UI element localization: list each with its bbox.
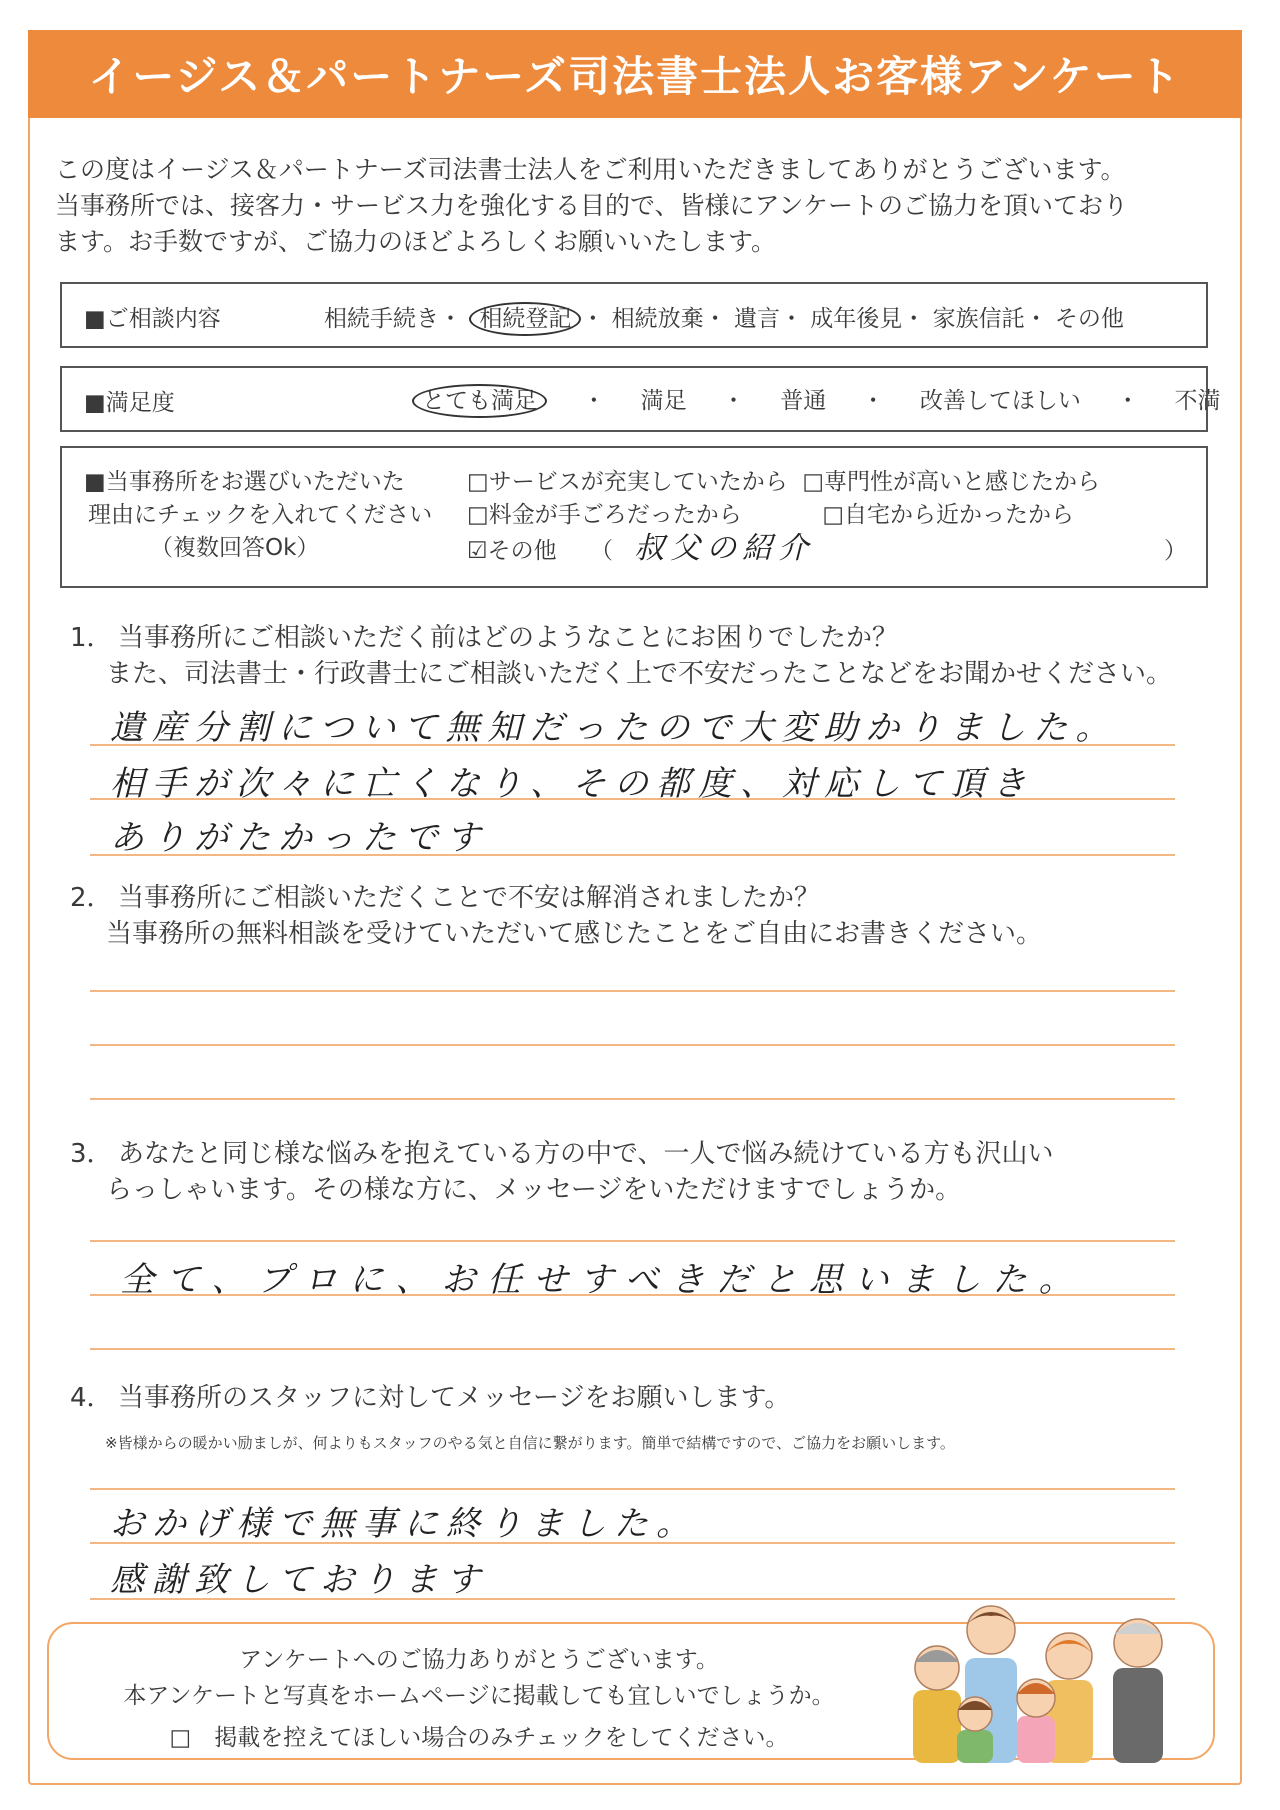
grandma-figure	[913, 1646, 961, 1763]
reason-check-other[interactable]: ☑その他	[467, 538, 557, 564]
q1-answer-line[interactable]: ありがたかったです	[110, 818, 488, 858]
answer-rule	[90, 1348, 1175, 1350]
reason-label-line: ■当事務所をお選びいただいた	[84, 469, 405, 495]
q3-answer-line[interactable]: 全て、プロに、お任せすべきだと思いました。	[120, 1260, 1085, 1300]
question-text: 当事務所にご相談いただく前はどのようなことにお困りでしたか？	[118, 623, 899, 653]
consult-option[interactable]: 相続放棄	[611, 306, 704, 332]
satisfaction-label: ■満足度	[84, 390, 175, 416]
consult-option[interactable]: 家族信託	[932, 306, 1025, 332]
footer-consent-check[interactable]: □ 掲載を控えてほしい場合のみチェックをしてください。	[169, 1725, 789, 1751]
question-text: らっしゃいます。その様な方に、メッセージをいただけますでしょうか。	[106, 1175, 962, 1205]
question-3	[70, 1136, 1250, 1208]
reason-check[interactable]: □料金が手ごろだったから	[467, 502, 742, 528]
satisfaction-options: とても満足 ・ 満足 ・ 普通 ・ 改善してほしい ・ 不満	[412, 382, 1221, 415]
q4-answer-line[interactable]: 感謝致しております	[110, 1560, 488, 1600]
question-text: 当事務所の無料相談を受けていただいて感じたことをご自由にお書きください。	[106, 919, 1043, 949]
consult-option-selected[interactable]: 相続登記	[469, 302, 581, 336]
satisfaction-option[interactable]: 不満	[1174, 388, 1221, 414]
reason-other-answer[interactable]: 叔父の紹介	[634, 531, 815, 566]
reason-label	[84, 466, 432, 565]
question-text: 当事務所にご相談いただくことで不安は解消されましたか？	[118, 883, 821, 913]
intro-line: この度はイージス＆パートナーズ司法書士法人をご利用いただきましてありがとうございます。	[55, 155, 1126, 184]
question-text: また、司法書士・行政書士にご相談いただく上で不安だったことなどをお聞かせください。	[106, 659, 1173, 689]
family-illustration	[905, 1598, 1175, 1768]
survey-title: イージス＆パートナーズ司法書士法人お客様アンケート	[88, 52, 1182, 101]
reason-check[interactable]: □専門性が高いと感じたから	[802, 469, 1101, 495]
question-number: 2．	[70, 883, 113, 913]
consult-options: 相続手続き・ 相続登記 ・ 相続放棄・ 遺言・ 成年後見・ 家族信託・ その他	[324, 300, 1124, 333]
answer-rule	[90, 1098, 1175, 1100]
question-number: 3．	[70, 1139, 113, 1169]
q4-answer-line[interactable]: おかげ様で無事に終りました。	[110, 1504, 698, 1544]
reason-label-line: （複数回答Ok）	[150, 535, 320, 561]
answer-rule	[90, 990, 1175, 992]
question-1	[70, 620, 1250, 692]
reason-check[interactable]: □サービスが充実していたから	[467, 469, 788, 495]
consult-label: ■ご相談内容	[84, 306, 221, 332]
question-text: 当事務所のスタッフに対してメッセージをお願いします。	[118, 1383, 791, 1413]
satisfaction-option[interactable]: 改善してほしい	[919, 388, 1081, 414]
question-text: あなたと同じ様な悩みを抱えている方の中で、一人で悩み続けている方も沢山い	[118, 1139, 1054, 1169]
footer-line: 本アンケートと写真をホームページに掲載しても宜しいでしょうか。	[123, 1683, 835, 1709]
other-open-paren: （	[589, 538, 613, 564]
answer-rule	[90, 1488, 1175, 1490]
survey-header	[28, 30, 1242, 118]
intro-text	[55, 152, 1235, 260]
question-4	[70, 1380, 1250, 1416]
footer-line: アンケートへのご協力ありがとうございます。	[239, 1647, 719, 1673]
consult-option[interactable]: 相続手続き	[324, 306, 439, 332]
other-close-paren: ）	[1164, 538, 1187, 564]
question-number: 4．	[70, 1383, 113, 1413]
reason-checks	[467, 466, 1100, 568]
reason-check[interactable]: □自宅から近かったから	[822, 502, 1075, 528]
reason-box	[60, 446, 1208, 588]
question-number: 1．	[70, 623, 113, 653]
question-4-note: ※皆様からの暖かい励ましが、何よりもスタッフのやる気と自信に繋がります。簡単で結構ですので、ご協力をお願いします。	[105, 1434, 955, 1452]
girl-figure	[1017, 1679, 1055, 1763]
question-2	[70, 880, 1250, 952]
satisfaction-option[interactable]: 普通	[780, 388, 827, 414]
consult-option[interactable]: その他	[1054, 306, 1124, 332]
satisfaction-option[interactable]: 満足	[640, 388, 687, 414]
satisfaction-box	[60, 366, 1221, 432]
grandpa-figure	[1113, 1619, 1163, 1763]
consult-option[interactable]: 遺言	[733, 306, 780, 332]
q1-answer-line[interactable]: 遺産分割について無知だったので大変助かりました。	[110, 708, 1118, 748]
intro-line: 当事務所では、接客力・サービス力を強化する目的で、皆様にアンケートのご協力を頂いており	[55, 191, 1129, 220]
consult-option[interactable]: 成年後見	[810, 306, 903, 332]
answer-rule	[90, 1240, 1175, 1242]
intro-line: ます。お手数ですが、ご協力のほどよろしくお願いいたします。	[55, 227, 777, 256]
consult-box	[60, 282, 1208, 348]
q1-answer-line[interactable]: 相手が次々に亡くなり、その都度、対応して頂き	[110, 764, 1034, 804]
answer-rule	[90, 1044, 1175, 1046]
footer-text	[49, 1642, 909, 1756]
reason-label-line: 理由にチェックを入れてください	[88, 502, 433, 528]
satisfaction-option-selected[interactable]: とても満足	[412, 384, 547, 418]
